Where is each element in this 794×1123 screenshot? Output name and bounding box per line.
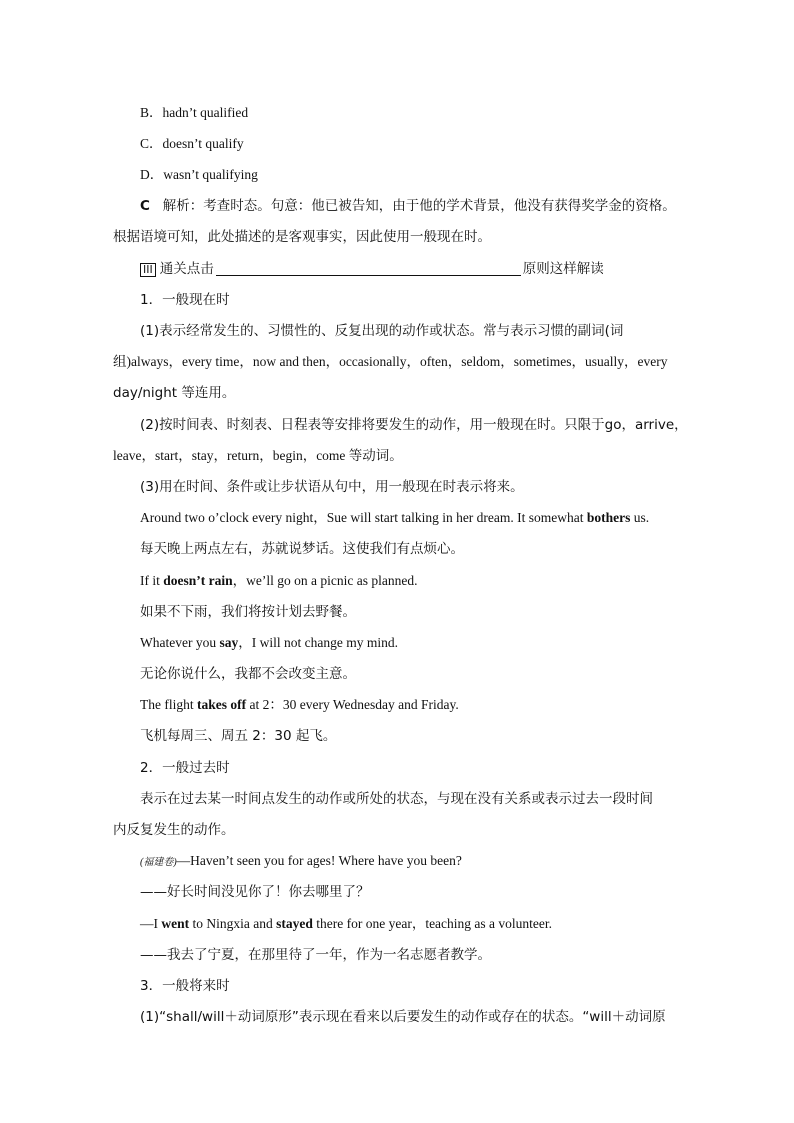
s2-p1-line2: 内反复发生的动作。 xyxy=(113,822,235,838)
s2-answer: —I went to Ningxia and stayed there for one year，teaching as a volunteer. xyxy=(140,916,553,931)
s1-p1-line2: 组)always，every time，now and then，occasionally，often，seldom，sometimes，usually，every xyxy=(113,354,668,369)
s1-p2-line2: leave，start，stay，return，begin，come 等动词。 xyxy=(113,448,403,463)
section-header xyxy=(140,260,604,278)
s2-question-cn: ——好长时间没见你了！你去哪里了？ xyxy=(140,884,370,900)
answer-letter: C xyxy=(140,198,150,214)
s2-question: (福建卷)—Haven’t seen you for ages! Where have you been? xyxy=(140,853,462,868)
analysis-text-1: 解析：考查时态。句意：他已被告知，由于他的学术背景，他没有获得奖学金的资格。 xyxy=(162,198,676,214)
example-3: Whatever you say，I will not change my mind. xyxy=(140,635,398,650)
s1-p1-line1: (1)表示经常发生的、习惯性的、反复出现的动作或状态。常与表示习惯的副词(词 xyxy=(140,323,624,339)
example-2: If it doesn’t rain，we’ll go on a picnic as planned. xyxy=(140,573,418,588)
section-header-right: 原则这样解读 xyxy=(522,261,604,277)
s2-answer-cn: ——我去了宁夏，在那里待了一年，作为一名志愿者教学。 xyxy=(140,947,491,963)
option-c: C．doesn’t qualify xyxy=(140,136,244,151)
s1-title: 1．一般现在时 xyxy=(140,292,230,308)
header-underline xyxy=(216,261,521,276)
option-d: D．wasn’t qualifying xyxy=(140,167,258,182)
example-2-cn: 如果不下雨，我们将按计划去野餐。 xyxy=(140,604,356,620)
option-b: B．hadn’t qualified xyxy=(140,105,249,120)
s2-p1-line1: 表示在过去某一时间点发生的动作或所处的状态，与现在没有关系或表示过去一段时间 xyxy=(140,791,653,807)
s1-p1-line3: day/night 等连用。 xyxy=(113,385,236,401)
s3-title: 3．一般将来时 xyxy=(140,978,230,994)
s3-p1-line1: (1)“shall/will＋动词原形”表示现在看来以后要发生的动作或存在的状态。“will＋动词原 xyxy=(140,1009,666,1025)
analysis-line-1 xyxy=(140,197,676,215)
source-tag: (福建卷) xyxy=(140,857,177,868)
example-3-cn: 无论你说什么，我都不会改变主意。 xyxy=(140,666,356,682)
section-header-left: 通关点击 xyxy=(159,261,214,277)
s1-p3: (3)用在时间、条件或让步状语从句中，用一般现在时表示将来。 xyxy=(140,479,524,495)
section-icon: III xyxy=(140,263,156,277)
analysis-line-2: 根据语境可知，此处描述的是客观事实，因此使用一般现在时。 xyxy=(113,229,491,245)
example-4: The flight takes off at 2：30 every Wednesday and Friday. xyxy=(140,697,459,712)
example-1: Around two o’clock every night，Sue will start talking in her dream. It somewhat bothers us. xyxy=(140,510,650,525)
example-1-cn: 每天晚上两点左右，苏就说梦话。这使我们有点烦心。 xyxy=(140,541,464,557)
s1-p2-line1: (2)按时间表、时刻表、日程表等安排将要发生的动作，用一般现在时。只限于go，arrive， xyxy=(140,417,688,433)
s2-title: 2．一般过去时 xyxy=(140,760,230,776)
example-4-cn: 飞机每周三、周五 2：30 起飞。 xyxy=(140,728,337,744)
